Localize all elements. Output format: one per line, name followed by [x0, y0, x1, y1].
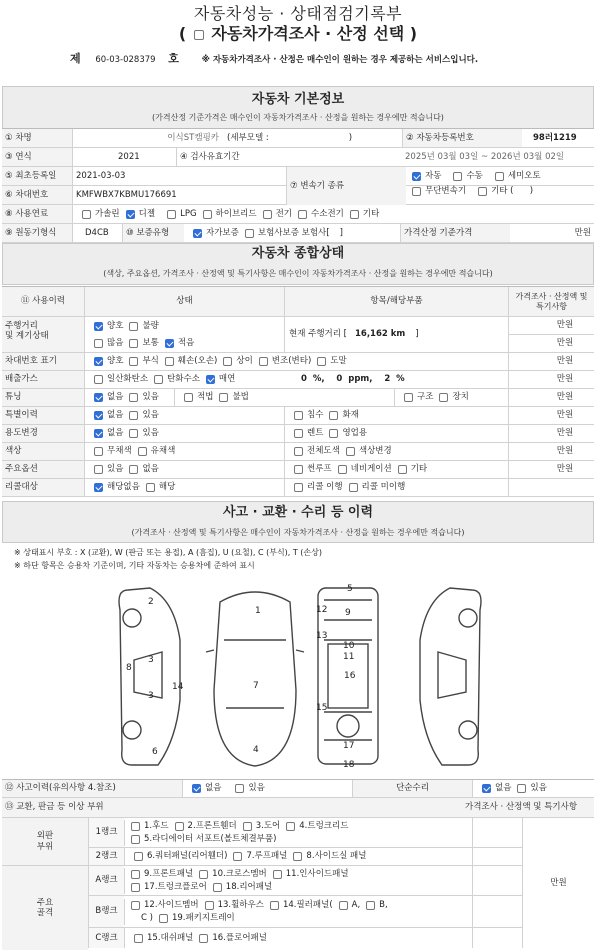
part-rear-panel-checkbox[interactable]: [213, 883, 222, 892]
trans-cvt-checkbox[interactable]: [412, 187, 421, 196]
part-label-9: 9: [345, 608, 351, 618]
usage-change-row: 용도변경 없음 있음 렌트 영업용 만원: [2, 425, 594, 443]
pillar-b-checkbox[interactable]: [366, 901, 375, 910]
fuel-gasoline-checkbox[interactable]: [82, 210, 91, 219]
status-header-row: ⑪ 사용이력 상태 항목/해당부품 가격조사 · 산정액 및 특기사항: [2, 287, 594, 317]
color-row: 색상 무채색 유채색 전체도색 색상변경 만원: [2, 443, 594, 461]
rank2-row: 2랭크 6.쿼터패널(리어휀더) 7.루프패널 8.사이드실 패널: [88, 848, 522, 866]
rank1-row: 1랭크 1.후드 2.프론트휀더 3.도어 4.트렁크리드 5.라디에이터 서포트(볼트체결부품): [88, 818, 522, 848]
fuel-diesel-checkbox[interactable]: [126, 210, 135, 219]
fuel-electric-checkbox[interactable]: [263, 210, 272, 219]
vin-good-checkbox[interactable]: [94, 357, 103, 366]
tuning-illegal-checkbox[interactable]: [219, 393, 228, 402]
part-label-8: 8: [126, 663, 132, 673]
special-history-row: 특별이력 없음 있음 침수 화재 만원: [2, 407, 594, 425]
row-engine: ⑨ 원동기형식 D4CB ⑩ 보증유형 자가보증 보험사보증 보험사[ ] 가격산정 기준가격 만원: [2, 224, 594, 243]
basic-info-note: (가격산정 기준가격은 매수인이 자동차가격조사 · 산정을 원하는 경우에만 적습니다): [152, 113, 444, 122]
part-label-1: 1: [255, 606, 261, 616]
car-diagram-lines: [119, 588, 481, 766]
vin-damage-checkbox[interactable]: [165, 357, 174, 366]
repair-none-checkbox[interactable]: [482, 784, 491, 793]
part-dash-panel-checkbox[interactable]: [134, 934, 143, 943]
tuning-row: 튜닝 없음 있음 적법 불법 구조 장치 만원: [2, 389, 594, 407]
repair-has-checkbox[interactable]: [517, 784, 526, 793]
document-number-line: 제 60-03-028379 호 ※ 자동차가격조사 · 산정은 매수인이 원하는 경우 제공하는 서비스입니다.: [70, 52, 479, 65]
tuning-structure-checkbox[interactable]: [404, 393, 413, 402]
vin-corrosion-checkbox[interactable]: [129, 357, 138, 366]
emission-co-checkbox[interactable]: [94, 375, 103, 384]
accident-history-row: ⑫ 사고이력(유의사항 4.참조) 없음 있음 단순수리 없음 있음: [2, 780, 594, 798]
part-hood-checkbox[interactable]: [131, 822, 140, 831]
mileage-many-checkbox[interactable]: [94, 339, 103, 348]
mileage-row-1: 양호 불량 만원: [2, 317, 594, 335]
emission-smoke-checkbox[interactable]: [206, 375, 215, 384]
part-radiator-support-checkbox[interactable]: [131, 835, 140, 844]
fuel-other-checkbox[interactable]: [350, 210, 359, 219]
part-label-17: 17: [343, 741, 355, 751]
part-label-4: 4: [253, 745, 259, 755]
outer-panel-label: 외판 부위: [2, 818, 88, 866]
part-wheel-house-checkbox[interactable]: [205, 901, 214, 910]
part-label-11: 11: [343, 652, 355, 662]
status-table: [2, 286, 594, 501]
mileage-few-checkbox[interactable]: [165, 339, 174, 348]
special-none-checkbox[interactable]: [94, 411, 103, 420]
row-car-name: ① 차명 이식ST캠핑카 (세부모델 : ) ② 자동차등록번호 98러1219: [2, 129, 594, 148]
part-label-13: 13: [316, 631, 328, 641]
row-vin: ⑥ 차대번호 KMFWBX7KBMU176691: [2, 186, 594, 205]
status-code-legend: ※ 상태표시 부호 : X (교환), W (판금 또는 용접), A (흠집), U (요철), C (부식), T (손상): [14, 548, 323, 557]
color-chromatic-checkbox[interactable]: [138, 447, 147, 456]
first-registration: 2021-03-03: [72, 167, 282, 185]
part-label-14: 14: [172, 682, 184, 692]
transmission-options: 자동 수동 세미오토 무단변속기 기타 ( ): [406, 169, 594, 205]
parts-price: 만원: [522, 818, 594, 948]
part-label-3: 3: [148, 655, 154, 665]
options-has-checkbox[interactable]: [94, 465, 103, 474]
mileage-value: 16,162 km: [355, 329, 406, 340]
gauge-good-checkbox[interactable]: [94, 322, 103, 331]
part-roof-panel-checkbox[interactable]: [233, 852, 242, 861]
trans-semiauto-checkbox[interactable]: [495, 172, 504, 181]
part-door-checkbox[interactable]: [243, 822, 252, 831]
tuning-none-checkbox[interactable]: [94, 393, 103, 402]
part-label-16: 16: [344, 671, 356, 681]
report-subtitle: ( 자동차가격조사 · 산정 선택 ): [178, 24, 418, 43]
part-trunk-floor-checkbox[interactable]: [131, 883, 140, 892]
color-achromatic-checkbox[interactable]: [94, 447, 103, 456]
emission-hc-checkbox[interactable]: [154, 375, 163, 384]
status-note: (색상, 주요옵션, 가격조사 · 산정액 및 특기사항은 매수인이 자동차가격조사 · 산정을 원하는 경우에만 적습니다): [103, 269, 493, 278]
rankA-row: A랭크 9.프론트패널 10.크로스멤버 11.인사이드패널 17.트렁크플로어 18.리어패널: [88, 866, 522, 896]
vin-mismatch-checkbox[interactable]: [223, 357, 232, 366]
row-fuel: ⑧ 사용연료 가솔린 디젤 LPG 하이브리드 전기 수소전기 기타: [2, 205, 594, 224]
document-number: 60-03-028379: [95, 55, 156, 65]
pillar-a-checkbox[interactable]: [339, 901, 348, 910]
gauge-bad-checkbox[interactable]: [129, 322, 138, 331]
usage-has-checkbox[interactable]: [129, 429, 138, 438]
mileage-row-2: 많음 보통 적음 만원: [2, 335, 594, 353]
emission-values: 0 %, 0 ppm, 2 %: [301, 374, 405, 385]
tuning-device-checkbox[interactable]: [439, 393, 448, 402]
recall-na-checkbox[interactable]: [94, 483, 103, 492]
warranty-self-checkbox[interactable]: [193, 229, 202, 238]
recall-applicable-checkbox[interactable]: [146, 483, 155, 492]
report-title: 자동차성능 · 상태점검기록부: [193, 4, 403, 23]
options-other-checkbox[interactable]: [398, 465, 407, 474]
options-sunroof-checkbox[interactable]: [294, 465, 303, 474]
recall-done-checkbox[interactable]: [294, 483, 303, 492]
emission-row: 배출가스 일산화탄소 탄화수소 매연 0 %, 0 ppm, 2 % 만원: [2, 371, 594, 389]
tuning-has-checkbox[interactable]: [129, 393, 138, 402]
recall-not-checkbox[interactable]: [349, 483, 358, 492]
accident-has-checkbox[interactable]: [235, 784, 244, 793]
fuel-hydrogen-checkbox[interactable]: [298, 210, 307, 219]
recall-row: 리콜대상 해당없음 해당 리콜 이행 리콜 미이행: [2, 479, 594, 497]
car-name: 이식ST캠핑카: [72, 129, 222, 147]
part-label-10: 10: [343, 641, 355, 651]
part-label-7: 7: [253, 681, 259, 691]
accident-title: 사고 · 교환 · 수리 등 이력: [222, 505, 374, 520]
engine-type: D4CB: [72, 224, 122, 242]
row-first-reg: ⑤ 최초등록일 2021-03-03: [2, 167, 594, 186]
fuel-lpg-checkbox[interactable]: [167, 210, 176, 219]
part-inside-panel-checkbox[interactable]: [273, 870, 282, 879]
mileage-normal-checkbox[interactable]: [129, 339, 138, 348]
part-package-tray-checkbox[interactable]: [159, 914, 168, 923]
validity-period: 2025년 03월 03일 ~ 2026년 03월 02일: [405, 151, 565, 162]
color-change-checkbox[interactable]: [346, 447, 355, 456]
part-quarter-panel-checkbox[interactable]: [134, 852, 143, 861]
rankB-row: B랭크 12.사이드멤버 13.휠하우스 14.필러패널( A, B, C ) 19.패키지트레이: [88, 896, 522, 928]
current-mileage: 현재 주행거리 [ 16,162 km ]: [284, 317, 508, 353]
options-row: 주요옵션 있음 없음 썬루프 네비게이션 기타 만원: [2, 461, 594, 479]
rankC-row: C랭크 15.대쉬패널 16.플로어패널: [88, 928, 522, 948]
part-cross-member-checkbox[interactable]: [199, 870, 208, 879]
part-trunk-lid-checkbox[interactable]: [286, 822, 295, 831]
special-has-checkbox[interactable]: [129, 411, 138, 420]
trans-manual-checkbox[interactable]: [453, 172, 462, 181]
part-label-15: 15: [316, 703, 328, 713]
service-note: ※ 자동차가격조사 · 산정은 매수인이 원하는 경우 제공하는 서비스입니다.: [201, 55, 479, 65]
price-select-checkbox[interactable]: [194, 30, 204, 40]
part-floor-panel-checkbox[interactable]: [199, 934, 208, 943]
vin-smear-checkbox[interactable]: [317, 357, 326, 366]
vin-altered-checkbox[interactable]: [259, 357, 268, 366]
part-front-fender-checkbox[interactable]: [175, 822, 184, 831]
part-label-2: 2: [148, 597, 154, 607]
basic-info-title: 자동차 기본정보: [251, 92, 345, 107]
special-flood-checkbox[interactable]: [294, 411, 303, 420]
part-side-member-checkbox[interactable]: [131, 901, 140, 910]
color-fullpaint-checkbox[interactable]: [294, 447, 303, 456]
part-label-12: 12: [316, 605, 328, 615]
options-none-checkbox[interactable]: [129, 465, 138, 474]
part-label-6: 6: [152, 747, 158, 757]
fuel-hybrid-checkbox[interactable]: [203, 210, 212, 219]
warranty-insurer-checkbox[interactable]: [245, 229, 254, 238]
special-fire-checkbox[interactable]: [329, 411, 338, 420]
model-year: 2021: [72, 148, 176, 166]
usage-rent-checkbox[interactable]: [294, 429, 303, 438]
part-front-panel-checkbox[interactable]: [131, 870, 140, 879]
trans-other-checkbox[interactable]: [478, 187, 487, 196]
standard-legend: ※ 하단 항목은 승용차 기준이며, 기타 자동차는 승용차에 준하여 표시: [14, 561, 255, 570]
row-year: ③ 연식 2021 ④ 검사유효기간 2025년 03월 03일 ~ 2026년 03월 02일: [2, 148, 594, 167]
options-nav-checkbox[interactable]: [338, 465, 347, 474]
part-label-5: 5: [347, 584, 353, 594]
transmission-label: ⑦ 변속기 종류: [286, 167, 406, 205]
vin: KMFWBX7KBMU176691: [72, 186, 282, 204]
trans-auto-checkbox[interactable]: [412, 172, 421, 181]
status-title: 자동차 종합상태: [251, 246, 345, 261]
part-label-3b: 3: [148, 691, 154, 701]
car-damage-diagram: [110, 580, 490, 770]
usage-none-checkbox[interactable]: [94, 429, 103, 438]
parts-header-row: ⑬ 교환, 판금 등 이상 부위 가격조사 · 산정액 및 특기사항: [2, 798, 594, 818]
part-label-18: 18: [343, 760, 355, 770]
vin-mark-row: 차대번호 표기 양호 부식 훼손(오손) 상이 변조(변타) 도말 만원: [2, 353, 594, 371]
accident-none-checkbox[interactable]: [192, 784, 201, 793]
major-frame-label: 주요 골격: [2, 866, 88, 950]
accident-note: (가격조사 · 산정액 및 특기사항은 매수인이 자동차가격조사 · 산정을 원하는 경우에만 적습니다): [131, 528, 465, 537]
part-side-sill-checkbox[interactable]: [293, 852, 302, 861]
accident-table: [2, 779, 594, 949]
basic-info-table: [2, 128, 594, 242]
diagram-labels: [126, 584, 356, 770]
registration-number: 98러1219: [533, 132, 577, 143]
part-pillar-panel-checkbox[interactable]: [270, 901, 279, 910]
usage-business-checkbox[interactable]: [329, 429, 338, 438]
tuning-legal-checkbox[interactable]: [184, 393, 193, 402]
mileage-label: 주행거리 및 계기상태: [2, 317, 84, 353]
